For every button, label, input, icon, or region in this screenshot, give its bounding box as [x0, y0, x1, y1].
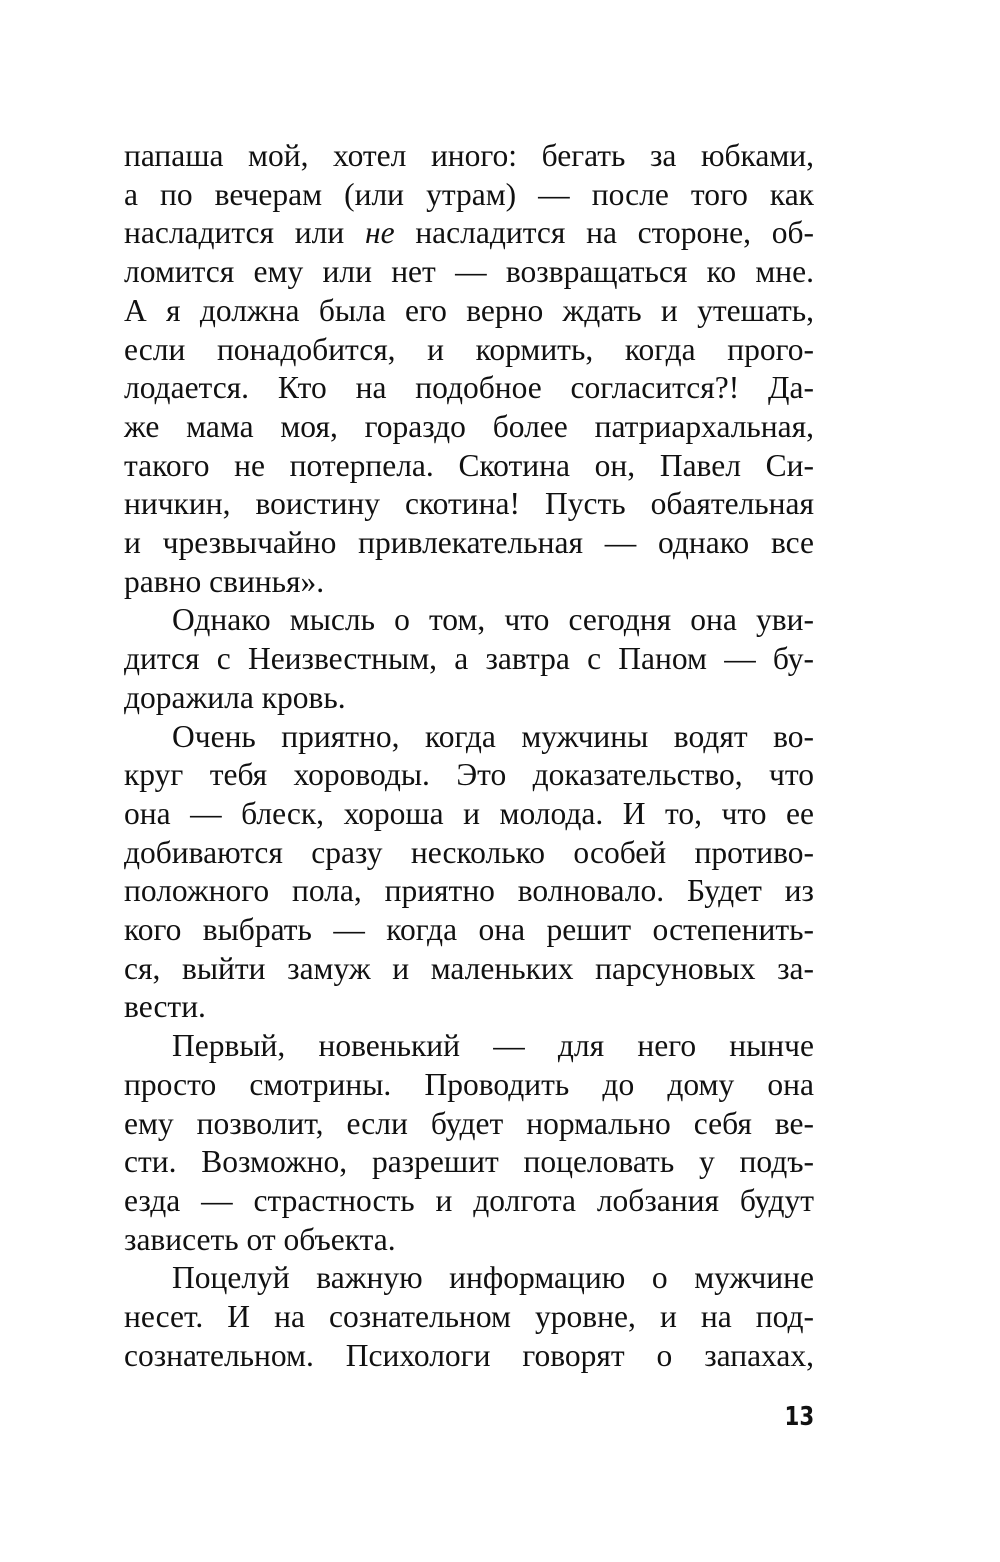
text-line — [124, 1298, 814, 1337]
text-line — [124, 950, 814, 989]
text-line — [124, 524, 814, 563]
text-run: кого выбрать — когда она решит остепенить- — [124, 912, 814, 948]
emphasized-text: не — [364, 215, 395, 251]
text-line — [124, 640, 814, 679]
text-line — [124, 292, 814, 331]
text-run: лодается. Кто на подобное согласится?! Да- — [124, 370, 814, 406]
text-run: она — блеск, хороша и молода. И то, что ее — [124, 795, 814, 831]
text-run: вести. — [124, 989, 206, 1025]
text-run: дится с Неизвестным, а завтра с Паном — бу- — [124, 641, 814, 677]
text-run: несет. И на сознательном уровне, и на под- — [124, 1299, 814, 1335]
text-run: Однако мысль о том, что сегодня она уви- — [172, 602, 814, 638]
paragraph — [124, 1259, 814, 1375]
text-line — [124, 1027, 814, 1066]
text-line — [124, 408, 814, 447]
text-run: такого не потерпела. Скотина он, Павел Си- — [124, 447, 814, 483]
text-line — [124, 447, 814, 486]
text-line — [124, 1221, 814, 1260]
text-line — [124, 1143, 814, 1182]
text-line — [124, 1182, 814, 1221]
text-run: зависеть от объекта. — [124, 1221, 396, 1257]
text-run: а по вечерам (или утрам) — после того как — [124, 176, 814, 212]
text-line — [124, 1105, 814, 1144]
text-run: ничкин, воистину скотина! Пусть обаятельная — [124, 486, 814, 522]
text-run: езда — страстность и долгота лобзания будут — [124, 1182, 814, 1218]
text-line — [124, 872, 814, 911]
text-run: доражила кровь. — [124, 679, 346, 715]
text-run: положного пола, приятно волновало. Будет из — [124, 873, 814, 909]
text-line — [124, 988, 814, 1027]
text-run: если понадобится, и кормить, когда прого- — [124, 331, 814, 367]
text-line — [124, 1259, 814, 1298]
text-run: ему позволит, если будет нормально себя ве- — [124, 1105, 814, 1141]
text-run: равно свинья». — [124, 563, 325, 599]
text-run: Очень приятно, когда мужчины водят во- — [172, 718, 814, 754]
text-run: Первый, новенький — для него нынче — [172, 1028, 814, 1064]
text-run: А я должна была его верно ждать и утешать, — [124, 292, 814, 328]
text-line — [124, 795, 814, 834]
text-line — [124, 1066, 814, 1105]
text-line — [124, 137, 814, 176]
text-line — [124, 331, 814, 370]
text-run: сти. Возможно, разрешит поцеловать у подъ- — [124, 1144, 814, 1180]
paragraph — [124, 601, 814, 717]
text-line — [124, 756, 814, 795]
paragraph — [124, 137, 814, 601]
text-run: круг тебя хороводы. Это доказательство, что — [124, 757, 814, 793]
page-number: 13 — [784, 1402, 814, 1432]
text-line — [124, 176, 814, 215]
text-run: добиваются сразу несколько особей противо- — [124, 834, 814, 870]
text-line — [124, 911, 814, 950]
text-line — [124, 485, 814, 524]
text-run: же мама моя, гораздо более патриархальная, — [124, 408, 814, 444]
text-run: ломится ему или нет — возвращаться ко мне. — [124, 254, 814, 290]
paragraph — [124, 718, 814, 1028]
text-line — [124, 834, 814, 873]
text-line — [124, 718, 814, 757]
book-page-text — [124, 137, 814, 1376]
paragraph — [124, 1027, 814, 1259]
text-line — [124, 369, 814, 408]
text-run: сознательном. Психологи говорят о запахах, — [124, 1337, 814, 1373]
text-line — [124, 679, 814, 718]
text-run: Поцелуй важную информацию о мужчине — [172, 1260, 814, 1296]
text-run: и чрезвычайно привлекательная — однако все — [124, 525, 814, 561]
text-line — [124, 563, 814, 602]
text-run: насладится или — [124, 215, 365, 251]
text-line — [124, 214, 814, 253]
text-line — [124, 1337, 814, 1376]
text-run: ся, выйти замуж и маленьких парсуновых за- — [124, 950, 814, 986]
text-run: папаша мой, хотел иного: бегать за юбками, — [124, 138, 814, 173]
text-line — [124, 601, 814, 640]
text-run: просто смотрины. Проводить до дому она — [124, 1066, 814, 1102]
text-line — [124, 253, 814, 292]
text-run: насладится на стороне, об- — [394, 215, 814, 251]
